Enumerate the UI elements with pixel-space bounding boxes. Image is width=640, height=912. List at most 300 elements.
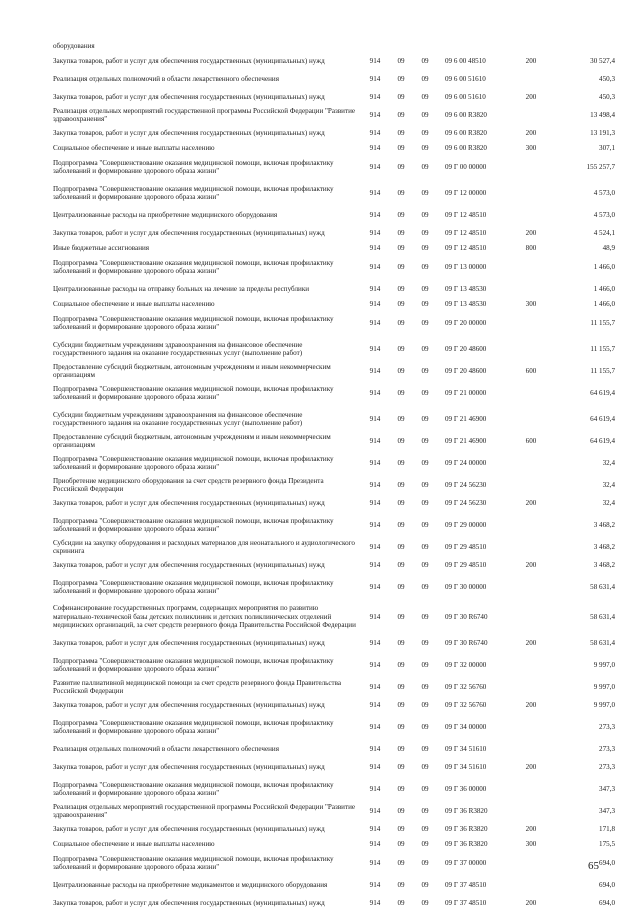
row-subsection-code: 09	[421, 56, 429, 65]
row-target-code: 09 Г 32 56760	[445, 700, 487, 709]
row-subsection-code: 09	[421, 520, 429, 529]
row-expense-type: 200	[525, 560, 537, 569]
row-name: Закупка товаров, работ и услуг для обеспечения государственных (муниципальных) нужд	[53, 56, 325, 65]
row-section-code: 09	[397, 388, 405, 397]
row-name: Централизованные расходы на отправку больных на лечение за пределы республики	[53, 284, 310, 293]
row-target-code: 09 Г 20 48600	[445, 344, 487, 353]
row-expense-type: 300	[525, 839, 537, 848]
row-ved-code: 914	[369, 228, 381, 237]
row-target-code: 09 Г 29 48510	[445, 560, 487, 569]
table-row	[53, 336, 615, 362]
table-row	[53, 538, 615, 556]
row-amount: 273,3	[599, 722, 615, 731]
row-amount: 9 997,0	[593, 682, 615, 691]
row-section-code: 09	[397, 458, 405, 467]
row-target-code: 09 Г 24 56230	[445, 498, 487, 507]
row-section-code: 09	[397, 839, 405, 848]
row-subsection-code: 09	[421, 366, 429, 375]
row-ved-code: 914	[369, 480, 381, 489]
table-row	[53, 678, 615, 696]
row-amount: 11 155,7	[590, 344, 615, 353]
row-ved-code: 914	[369, 366, 381, 375]
row-subsection-code: 09	[421, 110, 429, 119]
row-amount: 273,3	[599, 744, 615, 753]
row-ved-code: 914	[369, 898, 381, 907]
table-row	[53, 254, 615, 280]
row-section-code: 09	[397, 480, 405, 489]
row-name: Закупка товаров, работ и услуг для обеспечения государственных (муниципальных) нужд	[53, 700, 325, 709]
row-subsection-code: 09	[421, 210, 429, 219]
row-target-code: 09 Г 37 48510	[445, 880, 487, 889]
table-row	[53, 450, 615, 476]
table-row	[53, 476, 615, 494]
row-target-code: 09 Г 36 R3820	[445, 806, 488, 815]
budget-table	[53, 40, 615, 912]
row-ved-code: 914	[369, 458, 381, 467]
row-target-code: 09 6 00 R3820	[445, 128, 487, 137]
row-subsection-code: 09	[421, 806, 429, 815]
row-ved-code: 914	[369, 582, 381, 591]
row-name: Закупка товаров, работ и услуг для обеспечения государственных (муниципальных) нужд	[53, 128, 325, 137]
row-ved-code: 914	[369, 188, 381, 197]
row-section-code: 09	[397, 858, 405, 867]
row-section-code: 09	[397, 188, 405, 197]
row-expense-type: 300	[525, 143, 537, 152]
row-subsection-code: 09	[421, 344, 429, 353]
row-target-code: 09 Г 20 48600	[445, 366, 487, 375]
table-row	[53, 634, 615, 652]
row-ved-code: 914	[369, 806, 381, 815]
table-row	[53, 406, 615, 432]
row-name: Подпрограмма "Совершенствование оказания медицинской помощи, включая профилактику заболеваний и формирование здорового образа жизни"	[53, 516, 334, 533]
row-section-code: 09	[397, 700, 405, 709]
row-ved-code: 914	[369, 299, 381, 308]
row-amount: 307,1	[599, 143, 615, 152]
page-number: 65	[588, 860, 599, 872]
row-amount: 347,3	[599, 784, 615, 793]
table-row	[53, 776, 615, 802]
row-name: Закупка товаров, работ и услуг для обеспечения государственных (муниципальных) нужд	[53, 560, 325, 569]
table-row	[53, 714, 615, 740]
row-target-code: 09 Г 12 48510	[445, 228, 487, 237]
table-row	[53, 652, 615, 678]
row-ved-code: 914	[369, 542, 381, 551]
row-name: Закупка товаров, работ и услуг для обеспечения государственных (муниципальных) нужд	[53, 92, 325, 101]
table-row	[53, 556, 615, 574]
row-subsection-code: 09	[421, 318, 429, 327]
row-amount: 13 498,4	[590, 110, 615, 119]
row-section-code: 09	[397, 299, 405, 308]
row-target-code: 09 Г 21 00000	[445, 388, 487, 397]
row-amount: 58 631,4	[590, 612, 615, 621]
row-target-code: 09 6 00 48510	[445, 56, 486, 65]
row-expense-type: 200	[525, 898, 537, 907]
row-amount: 347,3	[599, 806, 615, 815]
row-name: Реализация отдельных мероприятий государственной программы Российской Федерации "Развитие здравоохранения"	[53, 106, 356, 123]
row-name: Реализация отдельных полномочий в области лекарственного обеспечения	[53, 74, 279, 83]
row-subsection-code: 09	[421, 824, 429, 833]
row-target-code: 09 Г 13 48530	[445, 299, 487, 308]
row-name: Подпрограмма "Совершенствование оказания медицинской помощи, включая профилактику заболеваний и формирование здорового образа жизни"	[53, 656, 334, 673]
row-section-code: 09	[397, 318, 405, 327]
row-target-code: 09 6 00 51610	[445, 74, 486, 83]
row-section-code: 09	[397, 824, 405, 833]
row-subsection-code: 09	[421, 143, 429, 152]
row-section-code: 09	[397, 262, 405, 271]
row-name: Подпрограмма "Совершенствование оказания медицинской помощи, включая профилактику заболеваний и формирование здорового образа жизни"	[53, 158, 334, 175]
row-target-code: 09 Г 37 00000	[445, 858, 487, 867]
row-expense-type: 200	[525, 228, 537, 237]
row-amount: 9 997,0	[593, 700, 615, 709]
row-subsection-code: 09	[421, 682, 429, 691]
table-row	[53, 180, 615, 206]
row-subsection-code: 09	[421, 498, 429, 507]
row-target-code: 09 6 00 51610	[445, 92, 486, 101]
row-subsection-code: 09	[421, 858, 429, 867]
table-row	[53, 52, 615, 70]
row-target-code: 09 Г 24 56230	[445, 480, 487, 489]
row-target-code: 09 Г 36 R3820	[445, 839, 488, 848]
table-row	[53, 600, 615, 634]
row-name: Закупка товаров, работ и услуг для обеспечения государственных (муниципальных) нужд	[53, 762, 325, 771]
row-ved-code: 914	[369, 74, 381, 83]
row-section-code: 09	[397, 162, 405, 171]
row-amount: 1 466,0	[593, 262, 615, 271]
table-row	[53, 876, 615, 894]
row-expense-type: 200	[525, 638, 537, 647]
row-target-code: 09 Г 36 R3820	[445, 824, 488, 833]
row-target-code: 09 Г 36 00000	[445, 784, 487, 793]
row-name: Реализация отдельных мероприятий государственной программы Российской Федерации "Развитие здравоохранения"	[53, 802, 356, 819]
row-subsection-code: 09	[421, 284, 429, 293]
row-name: Централизованные расходы на приобретение медицинского оборудования	[53, 210, 278, 219]
row-name: Подпрограмма "Совершенствование оказания медицинской помощи, включая профилактику заболеваний и формирование здорового образа жизни"	[53, 718, 334, 735]
row-ved-code: 914	[369, 744, 381, 753]
row-name: оборудования	[53, 41, 95, 50]
row-expense-type: 200	[525, 700, 537, 709]
row-amount: 32,4	[602, 458, 615, 467]
row-target-code: 09 Г 37 48510	[445, 898, 487, 907]
row-subsection-code: 09	[421, 660, 429, 669]
table-row	[53, 242, 615, 254]
row-subsection-code: 09	[421, 228, 429, 237]
row-ved-code: 914	[369, 660, 381, 669]
row-subsection-code: 09	[421, 74, 429, 83]
row-ved-code: 914	[369, 318, 381, 327]
row-section-code: 09	[397, 660, 405, 669]
row-ved-code: 914	[369, 284, 381, 293]
row-name: Закупка товаров, работ и услуг для обеспечения государственных (муниципальных) нужд	[53, 824, 325, 833]
row-name: Подпрограмма "Совершенствование оказания медицинской помощи, включая профилактику заболеваний и формирование здорового образа жизни"	[53, 454, 334, 471]
row-subsection-code: 09	[421, 880, 429, 889]
row-amount: 58 631,4	[590, 582, 615, 591]
row-expense-type: 800	[525, 243, 537, 252]
row-name: Софинансирование государственных программ, содержащих мероприятия по развитию материально-технической базы детских поликлиник и детских поликлинических отделений медицинских организаций, за счет средств резервного фонда Правительства Российской Федерации	[53, 604, 356, 630]
row-amount: 694,0	[599, 880, 615, 889]
row-expense-type: 200	[525, 762, 537, 771]
row-target-code: 09 Г 21 46900	[445, 436, 487, 445]
table-row	[53, 432, 615, 450]
table-row	[53, 310, 615, 336]
row-subsection-code: 09	[421, 612, 429, 621]
row-name: Развитие паллиативной медицинской помощи за счет средств резервного фонда Правительства Российской Федерации	[53, 678, 342, 695]
row-subsection-code: 09	[421, 582, 429, 591]
row-subsection-code: 09	[421, 638, 429, 647]
row-amount: 9 997,0	[593, 660, 615, 669]
row-ved-code: 914	[369, 210, 381, 219]
row-name: Предоставление субсидий бюджетным, автономным учреждениям и иным некоммерческим организациям	[53, 362, 331, 379]
row-section-code: 09	[397, 784, 405, 793]
row-expense-type: 200	[525, 498, 537, 507]
row-amount: 30 527,4	[590, 56, 615, 65]
row-subsection-code: 09	[421, 480, 429, 489]
row-ved-code: 914	[369, 56, 381, 65]
row-name: Закупка товаров, работ и услуг для обеспечения государственных (муниципальных) нужд	[53, 898, 325, 907]
row-section-code: 09	[397, 520, 405, 529]
table-row	[53, 206, 615, 224]
row-section-code: 09	[397, 243, 405, 252]
row-amount: 48,9	[602, 243, 615, 252]
row-section-code: 09	[397, 682, 405, 691]
row-target-code: 09 Г 29 48510	[445, 542, 487, 551]
row-amount: 694,0	[599, 858, 615, 867]
row-target-code: 09 Г 29 00000	[445, 520, 487, 529]
row-expense-type: 200	[525, 56, 537, 65]
table-row	[53, 850, 615, 876]
row-ved-code: 914	[369, 858, 381, 867]
table-row	[53, 380, 615, 406]
row-target-code: 09 Г 00 00000	[445, 162, 487, 171]
row-amount: 58 631,4	[590, 638, 615, 647]
row-subsection-code: 09	[421, 388, 429, 397]
row-name: Социальное обеспечение и иные выплаты населению	[53, 839, 215, 848]
row-section-code: 09	[397, 582, 405, 591]
row-ved-code: 914	[369, 92, 381, 101]
row-section-code: 09	[397, 56, 405, 65]
table-row	[53, 758, 615, 776]
table-row	[53, 494, 615, 512]
row-subsection-code: 09	[421, 128, 429, 137]
row-target-code: 09 6 00 R3820	[445, 110, 487, 119]
row-amount: 64 619,4	[590, 436, 615, 445]
table-row	[53, 512, 615, 538]
row-section-code: 09	[397, 612, 405, 621]
row-subsection-code: 09	[421, 436, 429, 445]
row-section-code: 09	[397, 414, 405, 423]
row-section-code: 09	[397, 880, 405, 889]
row-subsection-code: 09	[421, 414, 429, 423]
row-ved-code: 914	[369, 143, 381, 152]
table-row	[53, 106, 615, 124]
row-ved-code: 914	[369, 784, 381, 793]
table-row	[53, 124, 615, 142]
row-amount: 4 573,0	[593, 188, 615, 197]
row-subsection-code: 09	[421, 299, 429, 308]
table-row	[53, 40, 615, 52]
row-name: Подпрограмма "Совершенствование оказания медицинской помощи, включая профилактику заболеваний и формирование здорового образа жизни"	[53, 578, 334, 595]
row-ved-code: 914	[369, 262, 381, 271]
table-row	[53, 280, 615, 298]
row-name: Подпрограмма "Совершенствование оказания медицинской помощи, включая профилактику заболеваний и формирование здорового образа жизни"	[53, 258, 334, 275]
row-target-code: 09 Г 30 R6740	[445, 638, 488, 647]
table-row	[53, 802, 615, 820]
row-name: Социальное обеспечение и иные выплаты населению	[53, 143, 215, 152]
row-ved-code: 914	[369, 880, 381, 889]
table-row	[53, 70, 615, 88]
row-name: Иные бюджетные ассигнования	[53, 243, 150, 252]
row-amount: 450,3	[599, 74, 615, 83]
table-row	[53, 838, 615, 850]
row-section-code: 09	[397, 228, 405, 237]
row-subsection-code: 09	[421, 458, 429, 467]
row-amount: 32,4	[602, 498, 615, 507]
row-amount: 273,3	[599, 762, 615, 771]
row-name: Реализация отдельных полномочий в области лекарственного обеспечения	[53, 744, 279, 753]
row-name: Закупка товаров, работ и услуг для обеспечения государственных (муниципальных) нужд	[53, 638, 325, 647]
row-section-code: 09	[397, 762, 405, 771]
row-subsection-code: 09	[421, 542, 429, 551]
row-ved-code: 914	[369, 344, 381, 353]
table-row	[53, 362, 615, 380]
row-target-code: 09 Г 21 46900	[445, 414, 487, 423]
row-subsection-code: 09	[421, 784, 429, 793]
row-section-code: 09	[397, 344, 405, 353]
row-amount: 32,4	[602, 480, 615, 489]
row-name: Предоставление субсидий бюджетным, автономным учреждениям и иным некоммерческим организациям	[53, 432, 331, 449]
row-subsection-code: 09	[421, 762, 429, 771]
row-ved-code: 914	[369, 128, 381, 137]
row-amount: 155 257,7	[586, 162, 615, 171]
row-ved-code: 914	[369, 520, 381, 529]
row-target-code: 09 Г 13 00000	[445, 262, 487, 271]
row-subsection-code: 09	[421, 839, 429, 848]
table-row	[53, 740, 615, 758]
row-ved-code: 914	[369, 498, 381, 507]
table-row	[53, 142, 615, 154]
row-amount: 1 466,0	[593, 284, 615, 293]
row-name: Закупка товаров, работ и услуг для обеспечения государственных (муниципальных) нужд	[53, 228, 325, 237]
row-ved-code: 914	[369, 436, 381, 445]
row-section-code: 09	[397, 542, 405, 551]
table-row	[53, 696, 615, 714]
row-target-code: 09 Г 30 00000	[445, 582, 487, 591]
row-target-code: 09 Г 34 00000	[445, 722, 487, 731]
row-subsection-code: 09	[421, 188, 429, 197]
row-target-code: 09 Г 32 00000	[445, 660, 487, 669]
row-subsection-code: 09	[421, 243, 429, 252]
row-ved-code: 914	[369, 638, 381, 647]
row-section-code: 09	[397, 898, 405, 907]
row-ved-code: 914	[369, 243, 381, 252]
row-amount: 3 468,2	[593, 520, 615, 529]
row-amount: 64 619,4	[590, 414, 615, 423]
row-amount: 175,5	[599, 839, 615, 848]
row-target-code: 09 Г 12 00000	[445, 188, 487, 197]
row-name: Субсидии на закупку оборудования и расходных материалов для неонатального и аудиологического скрининга	[53, 538, 355, 555]
row-amount: 694,0	[599, 898, 615, 907]
row-expense-type: 600	[525, 436, 537, 445]
row-amount: 11 155,7	[590, 318, 615, 327]
row-section-code: 09	[397, 143, 405, 152]
row-section-code: 09	[397, 92, 405, 101]
table-row	[53, 298, 615, 310]
row-section-code: 09	[397, 638, 405, 647]
row-section-code: 09	[397, 498, 405, 507]
row-amount: 3 468,2	[593, 560, 615, 569]
row-name: Подпрограмма "Совершенствование оказания медицинской помощи, включая профилактику заболеваний и формирование здорового образа жизни"	[53, 184, 334, 201]
row-ved-code: 914	[369, 612, 381, 621]
row-target-code: 09 Г 24 00000	[445, 458, 487, 467]
row-section-code: 09	[397, 110, 405, 119]
row-section-code: 09	[397, 366, 405, 375]
row-target-code: 09 Г 34 51610	[445, 744, 487, 753]
row-name: Социальное обеспечение и иные выплаты населению	[53, 299, 215, 308]
row-subsection-code: 09	[421, 700, 429, 709]
row-ved-code: 914	[369, 110, 381, 119]
row-name: Централизованные расходы на приобретение медикаментов и медицинского оборудования	[53, 880, 328, 889]
row-ved-code: 914	[369, 762, 381, 771]
row-section-code: 09	[397, 744, 405, 753]
table-row	[53, 88, 615, 106]
row-expense-type: 200	[525, 824, 537, 833]
row-subsection-code: 09	[421, 722, 429, 731]
row-subsection-code: 09	[421, 262, 429, 271]
row-target-code: 09 Г 12 48510	[445, 210, 487, 219]
row-target-code: 09 Г 30 R6740	[445, 612, 488, 621]
row-name: Подпрограмма "Совершенствование оказания медицинской помощи, включая профилактику заболеваний и формирование здорового образа жизни"	[53, 780, 334, 797]
row-section-code: 09	[397, 74, 405, 83]
row-name: Подпрограмма "Совершенствование оказания медицинской помощи, включая профилактику заболеваний и формирование здорового образа жизни"	[53, 854, 334, 871]
row-name: Подпрограмма "Совершенствование оказания медицинской помощи, включая профилактику заболеваний и формирование здорового образа жизни"	[53, 314, 334, 331]
row-amount: 13 191,3	[590, 128, 615, 137]
row-amount: 11 155,7	[590, 366, 615, 375]
row-expense-type: 600	[525, 366, 537, 375]
row-amount: 3 468,2	[593, 542, 615, 551]
row-subsection-code: 09	[421, 162, 429, 171]
row-section-code: 09	[397, 560, 405, 569]
row-amount: 171,8	[599, 824, 615, 833]
row-section-code: 09	[397, 806, 405, 815]
row-section-code: 09	[397, 210, 405, 219]
row-section-code: 09	[397, 436, 405, 445]
row-ved-code: 914	[369, 162, 381, 171]
row-ved-code: 914	[369, 414, 381, 423]
row-target-code: 09 Г 32 56760	[445, 682, 487, 691]
row-ved-code: 914	[369, 560, 381, 569]
row-target-code: 09 Г 34 51610	[445, 762, 487, 771]
row-expense-type: 200	[525, 92, 537, 101]
row-ved-code: 914	[369, 839, 381, 848]
row-ved-code: 914	[369, 700, 381, 709]
row-amount: 450,3	[599, 92, 615, 101]
row-section-code: 09	[397, 722, 405, 731]
row-subsection-code: 09	[421, 898, 429, 907]
row-name: Субсидии бюджетным учреждениям здравоохранения на финансовое обеспечение государственного задания на оказание государственных услуг (выполнение работ)	[53, 340, 303, 357]
row-name: Приобретение медицинского оборудования за счет средств резервного фонда Президента Российской Федерации	[53, 476, 324, 493]
row-section-code: 09	[397, 284, 405, 293]
row-target-code: 09 Г 12 48510	[445, 243, 487, 252]
table-row	[53, 574, 615, 600]
row-section-code: 09	[397, 128, 405, 137]
row-target-code: 09 6 00 R3820	[445, 143, 487, 152]
row-ved-code: 914	[369, 388, 381, 397]
row-amount: 4 524,1	[593, 228, 615, 237]
row-target-code: 09 Г 13 48530	[445, 284, 487, 293]
row-ved-code: 914	[369, 824, 381, 833]
row-expense-type: 200	[525, 128, 537, 137]
row-subsection-code: 09	[421, 744, 429, 753]
row-expense-type: 300	[525, 299, 537, 308]
